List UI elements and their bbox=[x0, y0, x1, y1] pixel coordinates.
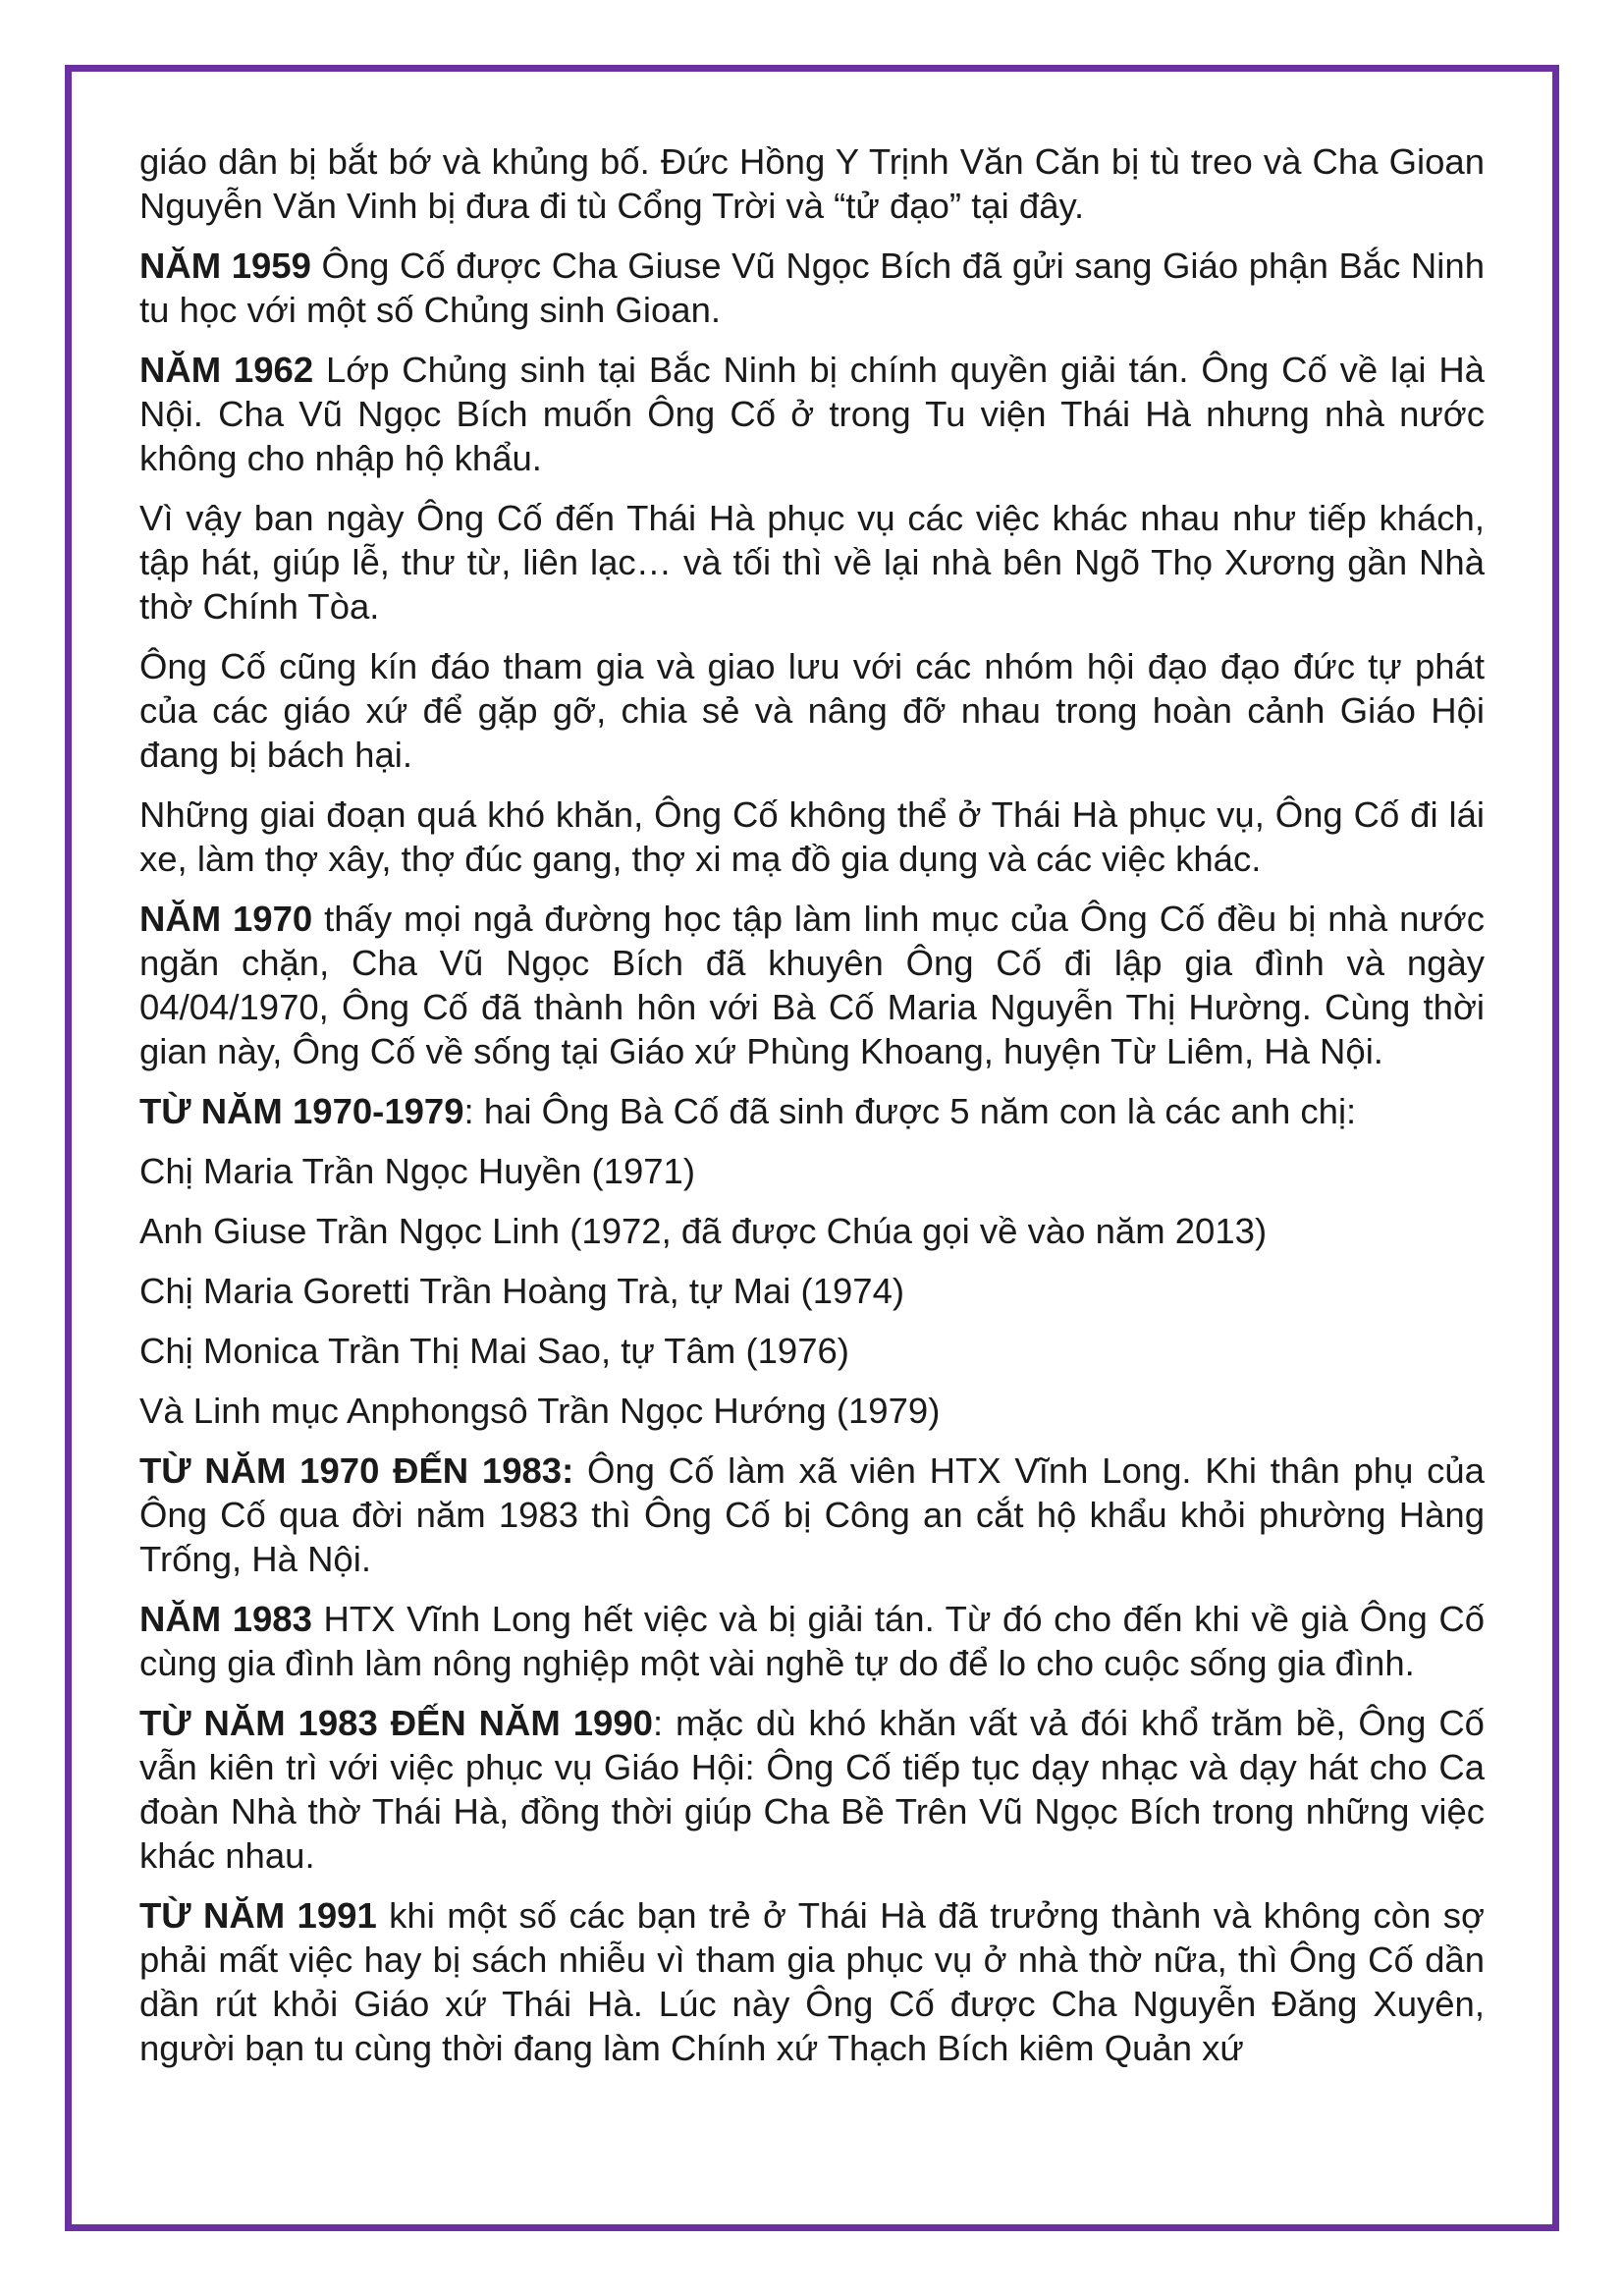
paragraph-text: : hai Ông Bà Cố đã sinh được 5 năm con là các anh chị: bbox=[463, 1091, 1357, 1131]
paragraph-text: thấy mọi ngả đường học tập làm linh mục của Ông Cố đều bị nhà nước ngăn chặn, Cha Vũ Ngọc Bích đã khuyên Ông Cố đi lập gia đình và ngày 04/04/1970, Ông Cố đã thành hôn với Bà Cố Maria Nguyễn Thị Hường. Cùng thời gian này, Ông Cố về sống tại Giáo xứ Phùng Khoang, huyện Từ Liêm, Hà Nội. bbox=[139, 899, 1485, 1071]
paragraph-lead: NĂM 1983 bbox=[139, 1599, 312, 1639]
paragraph-lead: NĂM 1970 bbox=[139, 899, 313, 939]
child-item bbox=[139, 1269, 1485, 1313]
paragraph-text: Anh Giuse Trần Ngọc Linh (1972, đã được Chúa gọi về vào năm 2013) bbox=[139, 1211, 1268, 1251]
paragraph-1983-1990 bbox=[139, 1701, 1485, 1878]
paragraph-intro bbox=[139, 139, 1485, 228]
paragraph-groups bbox=[139, 644, 1485, 777]
paragraph-text: Và Linh mục Anphongsô Trần Ngọc Hướng (1979) bbox=[139, 1391, 941, 1431]
paragraph-1959 bbox=[139, 244, 1485, 332]
paragraph-text: Ông Cố làm xã viên HTX Vĩnh Long. Khi thân phụ của Ông Cố qua đời năm 1983 thì Ông Cố bị Công an cắt hộ khẩu khỏi phường Hàng Trống, Hà Nội. bbox=[139, 1450, 1485, 1579]
paragraph-thai-ha-service bbox=[139, 496, 1485, 629]
paragraph-1970 bbox=[139, 897, 1485, 1073]
paragraph-1970-1983 bbox=[139, 1449, 1485, 1581]
paragraph-hard-times bbox=[139, 793, 1485, 881]
paragraph-1991 bbox=[139, 1893, 1485, 2070]
paragraph-1970-1979 bbox=[139, 1089, 1485, 1133]
paragraph-lead: TỪ NĂM 1970 ĐẾN 1983: bbox=[139, 1450, 574, 1491]
paragraph-lead: NĂM 1962 bbox=[139, 350, 314, 390]
paragraph-1983 bbox=[139, 1597, 1485, 1685]
paragraph-text: Ông Cố cũng kín đáo tham gia và giao lưu với các nhóm hội đạo đạo đức tự phát của các giáo xứ để gặp gỡ, chia sẻ và nâng đỡ nhau trong hoàn cảnh Giáo Hội đang bị bách hại. bbox=[139, 646, 1485, 775]
paragraph-text: Ông Cố được Cha Giuse Vũ Ngọc Bích đã gửi sang Giáo phận Bắc Ninh tu học với một số Chủng sinh Gioan. bbox=[139, 246, 1485, 330]
paragraph-text: : mặc dù khó khăn vất vả đói khổ trăm bề, Ông Cố vẫn kiên trì với việc phục vụ Giáo Hội: Ông Cố tiếp tục dạy nhạc và dạy hát cho Ca đoàn Nhà thờ Thái Hà, đồng thời giúp Cha Bề Trên Vũ Ngọc Bích trong những việc khác nhau. bbox=[139, 1703, 1485, 1876]
child-item bbox=[139, 1389, 1485, 1433]
child-item bbox=[139, 1329, 1485, 1373]
paragraph-text: HTX Vĩnh Long hết việc và bị giải tán. Từ đó cho đến khi về già Ông Cố cùng gia đình làm nông nghiệp một vài nghề tự do để lo cho cuộc sống gia đình. bbox=[139, 1599, 1485, 1683]
paragraph-text: Chị Maria Goretti Trần Hoàng Trà, tự Mai (1974) bbox=[139, 1271, 905, 1311]
paragraph-lead: TỪ NĂM 1970-1979 bbox=[139, 1091, 464, 1131]
paragraph-text: Chị Monica Trần Thị Mai Sao, tự Tâm (1976) bbox=[139, 1331, 849, 1371]
paragraph-1962 bbox=[139, 348, 1485, 480]
paragraph-lead: TỪ NĂM 1983 ĐẾN NĂM 1990 bbox=[139, 1703, 653, 1743]
paragraph-text: khi một số các bạn trẻ ở Thái Hà đã trưởng thành và không còn sợ phải mất việc hay bị sách nhiễu vì tham gia phục vụ ở nhà thờ nữa, thì Ông Cố dần dần rút khỏi Giáo xứ Thái Hà. Lúc này Ông Cố được Cha Nguyễn Đăng Xuyên, người bạn tu cùng thời đang làm Chính xứ Thạch Bích kiêm Quản xứ bbox=[139, 1895, 1485, 2068]
paragraph-text: giáo dân bị bắt bớ và khủng bố. Đức Hồng Y Trịnh Văn Căn bị tù treo và Cha Gioan Nguyễn Văn Vinh bị đưa đi tù Cổng Trời và “tử đạo” tại đây. bbox=[139, 141, 1485, 226]
paragraph-lead: NĂM 1959 bbox=[139, 246, 311, 286]
paragraph-text: Lớp Chủng sinh tại Bắc Ninh bị chính quyền giải tán. Ông Cố về lại Hà Nội. Cha Vũ Ngọc Bích muốn Ông Cố ở trong Tu viện Thái Hà nhưng nhà nước không cho nhập hộ khẩu. bbox=[139, 350, 1485, 478]
child-item bbox=[139, 1149, 1485, 1193]
paragraph-lead: TỪ NĂM 1991 bbox=[139, 1895, 377, 1936]
child-item bbox=[139, 1209, 1485, 1253]
paragraph-text: Chị Maria Trần Ngọc Huyền (1971) bbox=[139, 1151, 695, 1191]
paragraph-text: Vì vậy ban ngày Ông Cố đến Thái Hà phục vụ các việc khác nhau như tiếp khách, tập hát, giúp lễ, thư từ, liên lạc… và tối thì về lại nhà bên Ngõ Thọ Xương gần Nhà thờ Chính Tòa. bbox=[139, 498, 1485, 627]
paragraph-text: Những giai đoạn quá khó khăn, Ông Cố không thể ở Thái Hà phục vụ, Ông Cố đi lái xe, làm thợ xây, thợ đúc gang, thợ xi mạ đồ gia dụng và các việc khác. bbox=[139, 794, 1485, 879]
document-body bbox=[139, 139, 1485, 2086]
